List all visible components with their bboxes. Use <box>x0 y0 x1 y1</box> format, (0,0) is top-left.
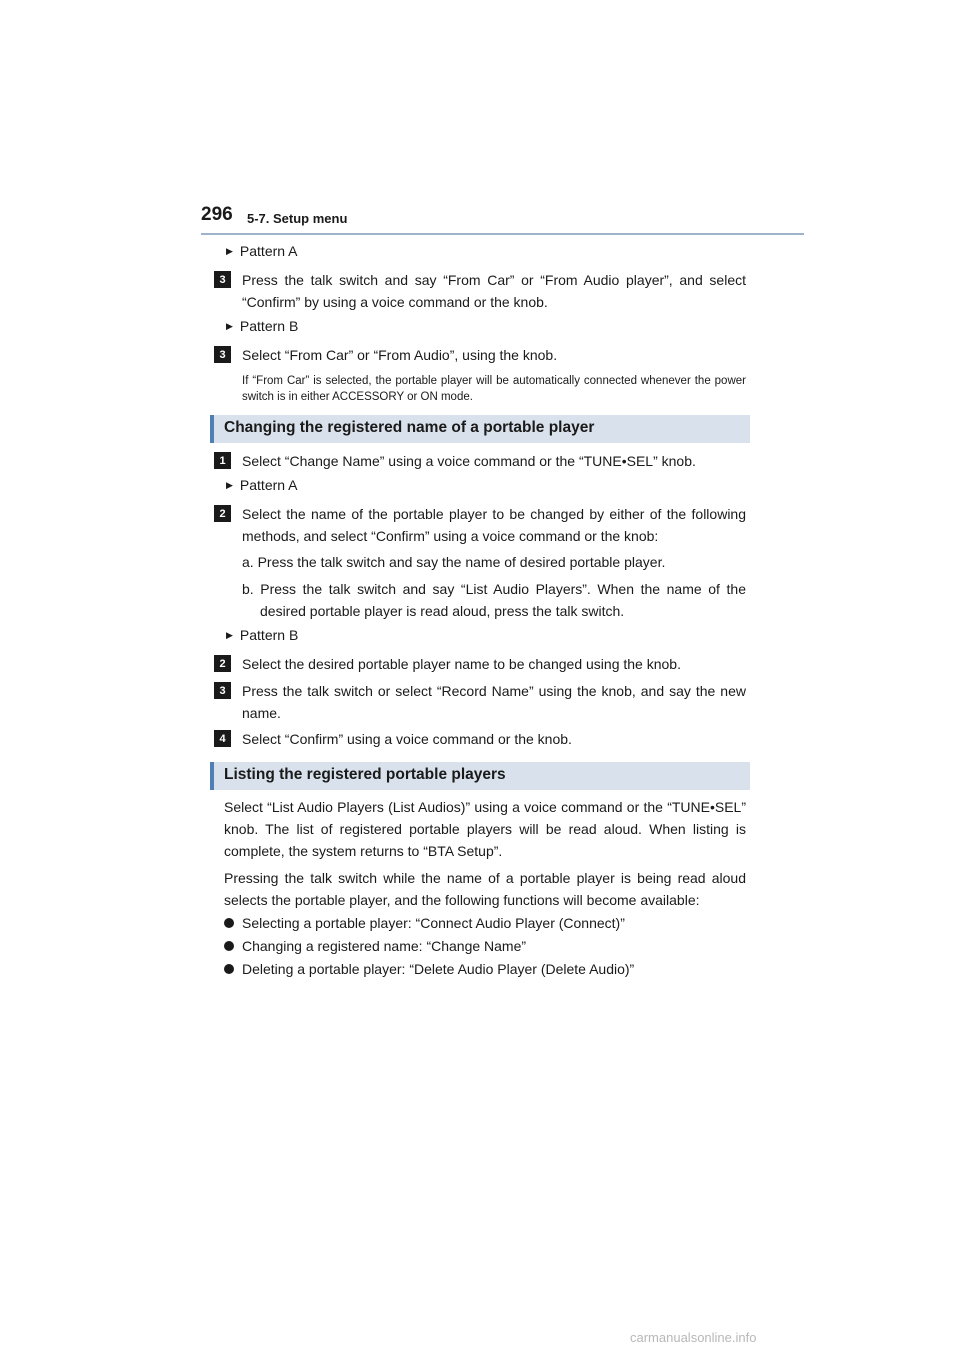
step-number-box: 3 <box>214 271 231 288</box>
triangle-right-icon: ▶ <box>226 630 233 640</box>
step-number-box: 3 <box>214 682 231 699</box>
step-number-box: 2 <box>214 655 231 672</box>
header-rule <box>201 233 804 235</box>
list-item: Deleting a portable player: “Delete Audio Player (Delete Audio)” <box>224 958 746 980</box>
step-number-box: 4 <box>214 730 231 747</box>
pattern-a-label: ▶ Pattern A <box>226 477 298 493</box>
pattern-b-label: ▶ Pattern B <box>226 627 299 643</box>
pattern-b-label: ▶ Pattern B <box>226 318 299 334</box>
section-heading-change-name: Changing the registered name of a portable player <box>210 415 750 443</box>
step-number-box: 3 <box>214 346 231 363</box>
step-text: Select “From Car” or “From Audio”, using the knob. <box>242 347 558 363</box>
triangle-right-icon: ▶ <box>226 246 233 256</box>
pattern-a-label: ▶ Pattern A <box>226 243 298 259</box>
watermark: carmanualsonline.info <box>630 1330 757 1345</box>
step-text: Select “Confirm” using a voice command or the knob. <box>242 731 572 747</box>
section-heading-list-players: Listing the registered portable players <box>210 762 750 790</box>
bullet-icon <box>224 941 234 951</box>
triangle-right-icon: ▶ <box>226 480 233 490</box>
method-a: a. Press the talk switch and say the name of desired portable player. <box>242 554 666 570</box>
bullet-icon <box>224 964 234 974</box>
page-number: 296 <box>201 204 233 225</box>
step-text: Select the name of the portable player to be changed by either of the following methods, and select “Confirm” using a voice command or the knob: <box>242 506 746 544</box>
step-number-box: 1 <box>214 452 231 469</box>
paragraph: Pressing the talk switch while the name of a portable player is being read aloud selects the portable player, and the following functions will become available: <box>224 870 746 908</box>
note-text: If “From Car” is selected, the portable player will be automatically connected whenever the power switch is in either ACCESSORY or ON mode. <box>242 375 746 403</box>
list-item: Selecting a portable player: “Connect Audio Player (Connect)” <box>224 912 746 934</box>
method-b: b. Press the talk switch and say “List Audio Players”. When the name of the desired portable player is read aloud, press the talk switch. <box>242 581 746 619</box>
list-item: Changing a registered name: “Change Name” <box>224 935 746 957</box>
step-text: Select “Change Name” using a voice command or the “TUNE•SEL” knob. <box>242 453 696 469</box>
step-number-box: 2 <box>214 505 231 522</box>
paragraph: Select “List Audio Players (List Audios)” using a voice command or the “TUNE•SEL” knob. The list of registered portable players will be read aloud. When listing is complete, the system returns to “BTA Setup”. <box>224 799 746 859</box>
step-text: Select the desired portable player name to be changed using the knob. <box>242 656 681 672</box>
bullet-icon <box>224 918 234 928</box>
step-text: Press the talk switch and say “From Car” or “From Audio player”, and select “Confirm” by using a voice command or the knob. <box>242 272 746 310</box>
step-text: Press the talk switch or select “Record Name” using the knob, and say the new name. <box>242 683 746 721</box>
triangle-right-icon: ▶ <box>226 321 233 331</box>
section-title: 5-7. Setup menu <box>247 211 348 226</box>
